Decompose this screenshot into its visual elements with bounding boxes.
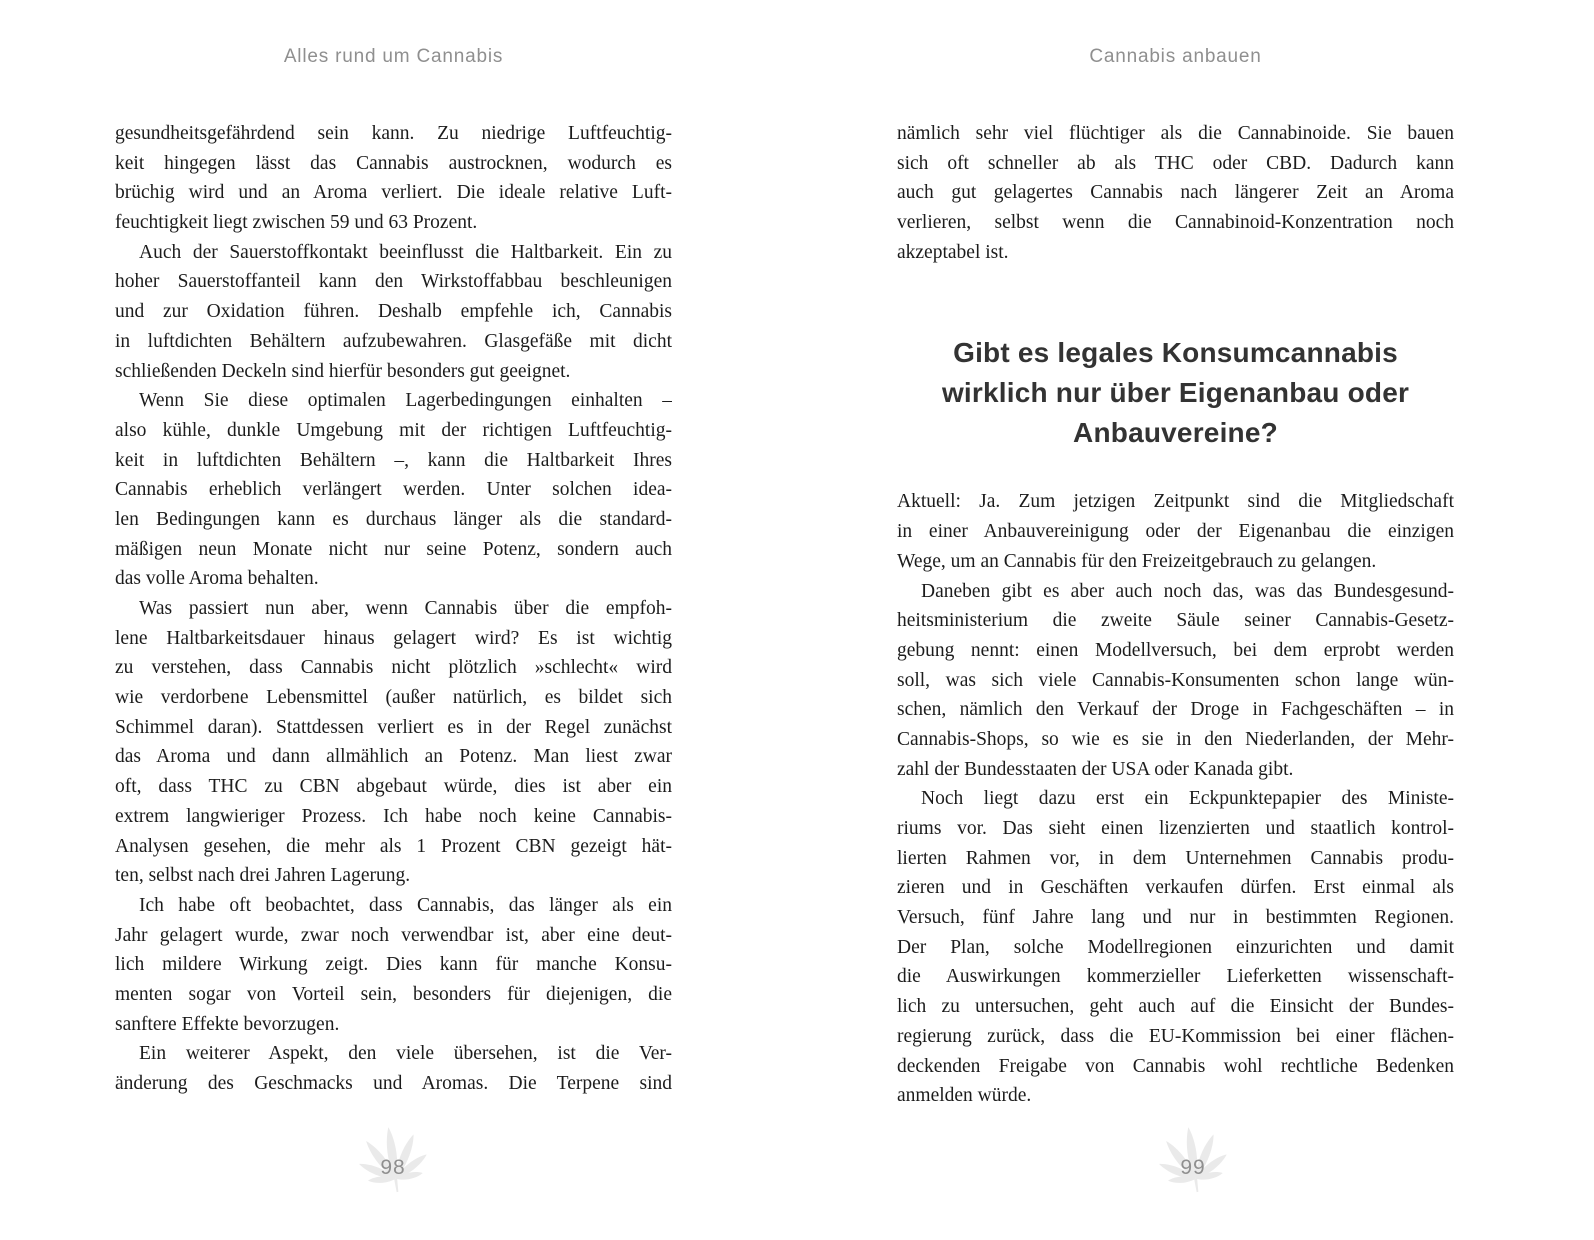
body-text-line: feuchtigkeit liegt zwischen 59 und 63 Prozent. [115,212,478,234]
body-text-line: Was passiert nun aber, wenn Cannabis über die empfoh- [139,598,672,619]
body-text-line: Der Plan, solche Modellregionen einzurichten und damit [897,936,1454,958]
right-page-paragraph-top [897,119,1454,267]
question-heading [897,333,1454,453]
body-text-line: Cannabis-Shops, so wie es sie in den Niederlanden, der Mehr- [897,728,1454,750]
question-heading-line: Gibt es legales Konsumcannabis [953,337,1398,369]
body-text-line: Cannabis erheblich verlängert werden. Unter solchen idea- [115,479,672,501]
body-text-line: deckenden Freigabe von Cannabis wohl rechtliche Bedenken [897,1055,1454,1077]
right-page-paragraphs-bottom [897,487,1454,1110]
body-text-line: zahl der Bundesstaaten der USA oder Kanada gibt. [897,758,1294,780]
left-page-body [115,119,672,1099]
body-text-line: lich zu untersuchen, geht auch auf die Einsicht der Bundes- [897,996,1454,1018]
body-text-line: riums vor. Das sieht einen lizenzierten und staatlich kontrol- [897,818,1454,839]
body-text-line: Wenn Sie diese optimalen Lagerbedingungen einhalten – [139,390,672,412]
body-text-line: gebung nennt: einen Modellversuch, bei dem erprobt werden [897,639,1454,661]
running-head-left: Alles rund um Cannabis [283,46,504,67]
body-text-line: Noch liegt dazu erst ein Eckpunktepapier des Ministe- [921,788,1454,810]
body-text-line: und zur Oxidation führen. Deshalb empfehle ich, Cannabis [115,301,672,323]
body-text-line: schließenden Deckeln sind hierfür besonders gut geeignet. [115,360,571,382]
body-text-line: in luftdichten Behältern aufzubewahren. Glasgefäße mit dicht [115,330,672,352]
body-text-line: sich oft schneller ab als THC oder CBD. Dadurch kann [897,152,1454,174]
body-text-line: Auch der Sauerstoffkontakt beeinflusst die Haltbarkeit. Ein zu [139,241,672,263]
body-text-line: zu verstehen, dass Cannabis nicht plötzlich »schlecht« wird [115,657,672,679]
body-text-line: in einer Anbauvereinigung oder der Eigenanbau die einzigen [897,521,1454,543]
body-text-line: lierten Rahmen vor, in dem Unternehmen Cannabis produ- [897,847,1454,869]
body-text-line: Aktuell: Ja. Zum jetzigen Zeitpunkt sind die Mitgliedschaft [897,491,1454,513]
body-text-line: anmelden würde. [897,1085,1032,1107]
question-heading-line: wirklich nur über Eigenanbau oder [941,377,1410,409]
body-text-line: akzeptabel ist. [897,241,1009,263]
body-text-line: menten sogar von Vorteil sein, besonders für diejenigen, die [115,983,672,1005]
body-text-line: Ich habe oft beobachtet, dass Cannabis, das länger als ein [139,894,672,916]
body-text-line: regierung zurück, dass die EU-Kommission bei einer flächen- [897,1025,1454,1047]
body-text-line: extrem langwieriger Prozess. Ich habe noch keine Cannabis- [115,805,672,827]
body-text-line: also kühle, dunkle Umgebung mit der richtigen Luftfeuchtig- [115,419,672,441]
body-text-line: ten, selbst nach drei Jahren Lagerung. [115,865,411,887]
running-head-right: Cannabis anbauen [1089,46,1262,67]
body-text-line: Daneben gibt es aber auch noch das, was das Bundesgesund- [921,580,1454,602]
body-text-line: brüchig wird und an Aroma verliert. Die ideale relative Luft- [115,182,672,204]
body-text-line: mäßigen neun Monate nicht nur seine Potenz, sondern auch [115,538,672,560]
body-text-line: schen, nämlich den Verkauf der Droge in Fachgeschäften – in [897,699,1454,721]
page-number: 98 [380,1156,406,1179]
body-text-line: oft, dass THC zu CBN abgebaut würde, dies ist aber ein [115,776,672,798]
body-text-line: len Bedingungen kann es durchaus länger als die standard- [115,508,672,530]
body-text-line: keit hingegen lässt das Cannabis austrocknen, wodurch es [115,152,672,174]
body-text-line: heitsministerium die zweite Säule seiner Cannabis-Gesetz- [897,610,1454,632]
body-text-line: Wege, um an Cannabis für den Freizeitgebrauch zu gelangen. [897,550,1377,572]
body-text-line: lich mildere Wirkung zeigt. Dies kann für manche Konsu- [115,954,672,976]
right-page-footer [1133,1112,1253,1222]
body-text-line: Ein weiterer Aspekt, den viele übersehen, ist die Ver- [139,1043,672,1065]
body-text-line: nämlich sehr viel flüchtiger als die Cannabinoide. Sie bauen [897,123,1454,144]
body-text-line: keit in luftdichten Behältern –, kann die Haltbarkeit Ihres [115,449,672,471]
body-text-line: Jahr gelagert wurde, zwar noch verwendbar ist, aber eine deut- [115,924,672,946]
body-text-line: auch gut gelagertes Cannabis nach längerer Zeit an Aroma [897,182,1454,204]
question-heading-line: Anbauvereine? [1073,417,1278,449]
body-text-line: das Aroma und dann allmählich an Potenz. Man liest zwar [115,746,672,768]
body-text-line: wie verdorbene Lebensmittel (außer natürlich, es bildet sich [115,687,672,709]
body-text-line: gesundheitsgefährdend sein kann. Zu niedrige Luftfeuchtig- [115,123,672,144]
body-text-line: lene Haltbarkeitsdauer hinaus gelagert wird? Es ist wichtig [115,627,672,649]
body-text-line: zieren und in Geschäften verkaufen dürfen. Erst einmal als [897,877,1454,899]
body-text-line: Schimmel daran). Stattdessen verliert es in der Regel zunächst [115,716,672,738]
body-text-line: Analysen gesehen, die mehr als 1 Prozent CBN gezeigt hät- [115,835,672,857]
body-text-line: änderung des Geschmacks und Aromas. Die Terpene sind [115,1073,672,1094]
body-text-line: sanftere Effekte bevorzugen. [115,1013,340,1035]
body-text-line: die Auswirkungen kommerzieller Lieferketten wissenschaft- [897,966,1454,988]
body-text-line: verlieren, selbst wenn die Cannabinoid-Konzentration noch [897,212,1454,234]
left-page-footer [333,1112,453,1222]
body-text-line: hoher Sauerstoffanteil kann den Wirkstoffabbau beschleunigen [115,271,672,293]
right-page-body [897,119,1454,1111]
page-number: 99 [1180,1156,1206,1179]
body-text-line: soll, was sich viele Cannabis-Konsumenten schon lange wün- [897,669,1454,691]
body-text-line: das volle Aroma behalten. [115,568,319,590]
body-text-line: Versuch, fünf Jahre lang und nur in bestimmten Regionen. [897,907,1454,929]
